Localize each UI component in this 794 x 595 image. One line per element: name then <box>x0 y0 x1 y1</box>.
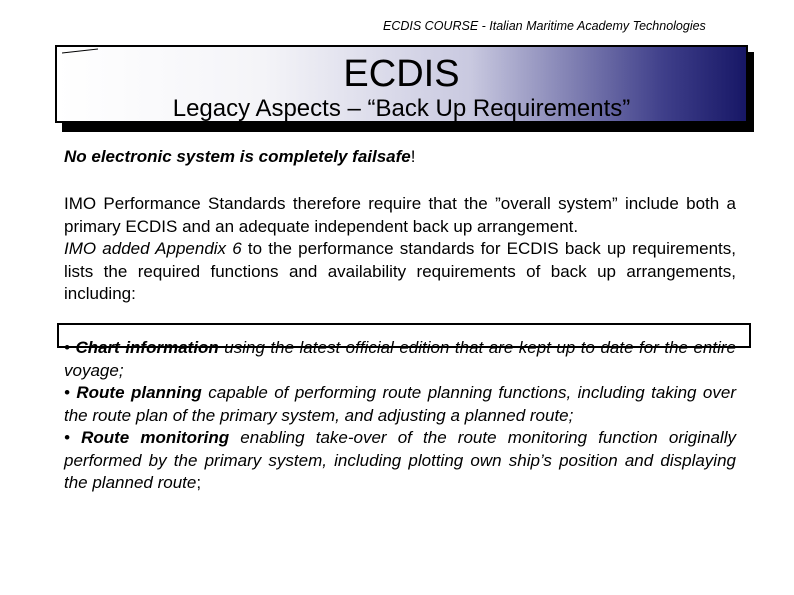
bullet-term: Route monitoring <box>81 428 230 447</box>
bullet-marker: • <box>64 338 76 357</box>
appendix-intro: IMO added Appendix 6 <box>64 239 242 258</box>
title-banner <box>55 45 748 123</box>
bullet-item-route-planning <box>64 382 736 427</box>
course-header: ECDIS COURSE - Italian Maritime Academy Technologies <box>383 19 706 33</box>
bullet-list <box>64 337 736 495</box>
slide-subtitle: Legacy Aspects – “Back Up Requirements” <box>172 95 631 122</box>
body-paragraphs <box>64 193 736 306</box>
highlight-frame <box>57 323 751 348</box>
bullet-text: using the latest official edition that are kept up to date for the entire voyage; <box>64 338 736 380</box>
slide-title: ECDIS <box>343 53 460 95</box>
lead-statement <box>64 146 736 169</box>
bullet-tail: ; <box>196 473 202 492</box>
bullet-marker: • <box>64 383 77 402</box>
appendix-rest: to the performance standards for ECDIS back up requirements, lists the required functions and availability requirements of back up arrangements, including: <box>64 239 736 303</box>
paragraph-performance-standards: IMO Performance Standards therefore require that the ”overall system” include both a primary ECDIS and an adequate independent back up arrangement. <box>64 194 736 236</box>
bullet-term: Route planning <box>76 383 202 402</box>
paragraph-appendix <box>64 238 736 306</box>
bullet-item-route-monitoring <box>64 427 736 495</box>
bullet-text: enabling take-over of the route monitoring function originally performed by the primary system, including plotting own ship’s position and displaying the planned route <box>64 428 736 492</box>
corner-line-decoration <box>62 47 98 55</box>
bullet-term: Chart information <box>75 338 219 357</box>
lead-punctuation: ! <box>410 147 416 166</box>
bullet-marker: • <box>64 428 82 447</box>
bullet-text: capable of performing route planning functions, including taking over the route plan of the primary system, and adjusting a planned route; <box>64 383 736 425</box>
lead-text: No electronic system is completely failsafe <box>64 147 411 166</box>
